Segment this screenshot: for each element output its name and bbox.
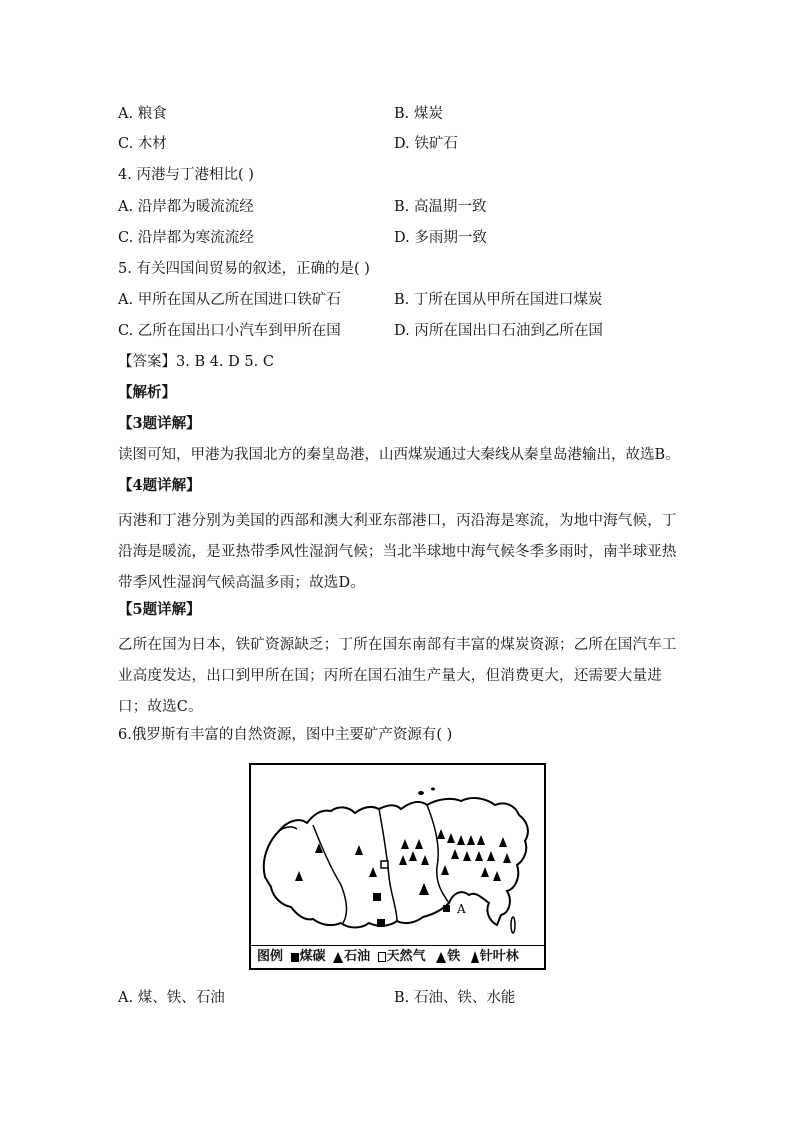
q4-stem: 4. 丙港与丁港相比( )	[118, 167, 254, 183]
russia-map-drawing	[251, 765, 544, 946]
iron-symbol	[419, 883, 429, 895]
conifer-forest-symbols	[355, 829, 511, 881]
oil-legend-icon	[333, 952, 343, 963]
forest-legend-icon	[471, 951, 479, 963]
q3-option-d: D. 铁矿石	[394, 136, 458, 152]
answer-line: 【答案】3. B 4. D 5. C	[118, 354, 274, 370]
gas-legend-icon	[378, 952, 386, 962]
boundary-line	[427, 805, 449, 903]
detail5-text: 乙所在国为日本，铁矿资源缺乏；丁所在国东南部有丰富的煤炭资源；乙所在国汽车工业高度发达，出口到甲所在国；丙所在国石油生产量大，但消费更大，还需要大量进口；故选C。	[118, 637, 677, 715]
iron-legend-icon	[436, 952, 446, 963]
q5-option-c: C. 乙所在国出口小汽车到甲所在国	[118, 323, 341, 339]
detail3-heading: 【3题详解】	[118, 415, 201, 432]
legend-title: 图例	[257, 949, 284, 964]
q6-option-a: A. 煤、铁、石油	[118, 990, 225, 1006]
oil-symbol	[369, 867, 377, 877]
q5-option-d: D. 丙所在国出口石油到乙所在国	[394, 323, 603, 339]
coal-symbol	[377, 919, 385, 927]
coal-legend-icon	[291, 953, 299, 962]
oil-symbol	[295, 871, 303, 881]
q6-stem: 6.俄罗斯有丰富的自然资源，图中主要矿产资源有( )	[118, 727, 453, 743]
legend-coal-label: 煤碳	[299, 949, 326, 964]
legend-gas-label: 天然气	[386, 949, 426, 964]
detail4-heading: 【4题详解】	[118, 477, 201, 494]
legend-iron-label: 铁	[447, 949, 461, 964]
detail3-text: 读图可知，甲港为我国北方的秦皇岛港，山西煤炭通过大秦线从秦皇岛港输出，故选B。	[118, 447, 680, 463]
q4-option-b: B. 高温期一致	[394, 199, 487, 215]
q4-option-a: A. 沿岸都为暖流流经	[118, 199, 254, 215]
analysis-heading: 【解析】	[118, 384, 176, 401]
q3-option-a: A. 粮食	[118, 106, 167, 122]
legend-forest-label: 针叶林	[479, 949, 519, 964]
boundary-line	[313, 825, 347, 923]
detail5-heading: 【5题详解】	[118, 601, 201, 618]
detail4-text: 丙港和丁港分别为美国的西部和澳大利亚东部港口，丙沿海是寒流，为地中海气候，丁沿海是暖流，是亚热带季风性湿润气候；当北半球地中海气候冬季多雨时，南半球亚热带季风性湿润气候高温多雨；故选D。	[118, 513, 677, 591]
q4-option-d: D. 多雨期一致	[394, 230, 487, 246]
island	[511, 917, 515, 933]
q4-option-c: C. 沿岸都为寒流流经	[118, 230, 254, 246]
q5-stem: 5. 有关四国间贸易的叙述，正确的是( )	[118, 261, 370, 277]
island	[418, 791, 424, 795]
coal-symbol	[443, 905, 450, 912]
map-legend	[251, 945, 544, 968]
coal-symbol	[373, 893, 381, 901]
q3-option-b: B. 煤炭	[394, 106, 443, 122]
legend-oil-label: 石油	[344, 949, 371, 964]
q3-option-c: C. 木材	[118, 136, 167, 152]
q5-option-b: B. 丁所在国从甲所在国进口煤炭	[394, 292, 603, 308]
map-point-label: A	[457, 902, 466, 916]
gas-symbol	[381, 861, 388, 868]
q5-option-a: A. 甲所在国从乙所在国进口铁矿石	[118, 292, 341, 308]
russia-resource-map	[249, 763, 546, 970]
q6-option-b: B. 石油、铁、水能	[394, 990, 516, 1006]
island	[431, 788, 435, 791]
